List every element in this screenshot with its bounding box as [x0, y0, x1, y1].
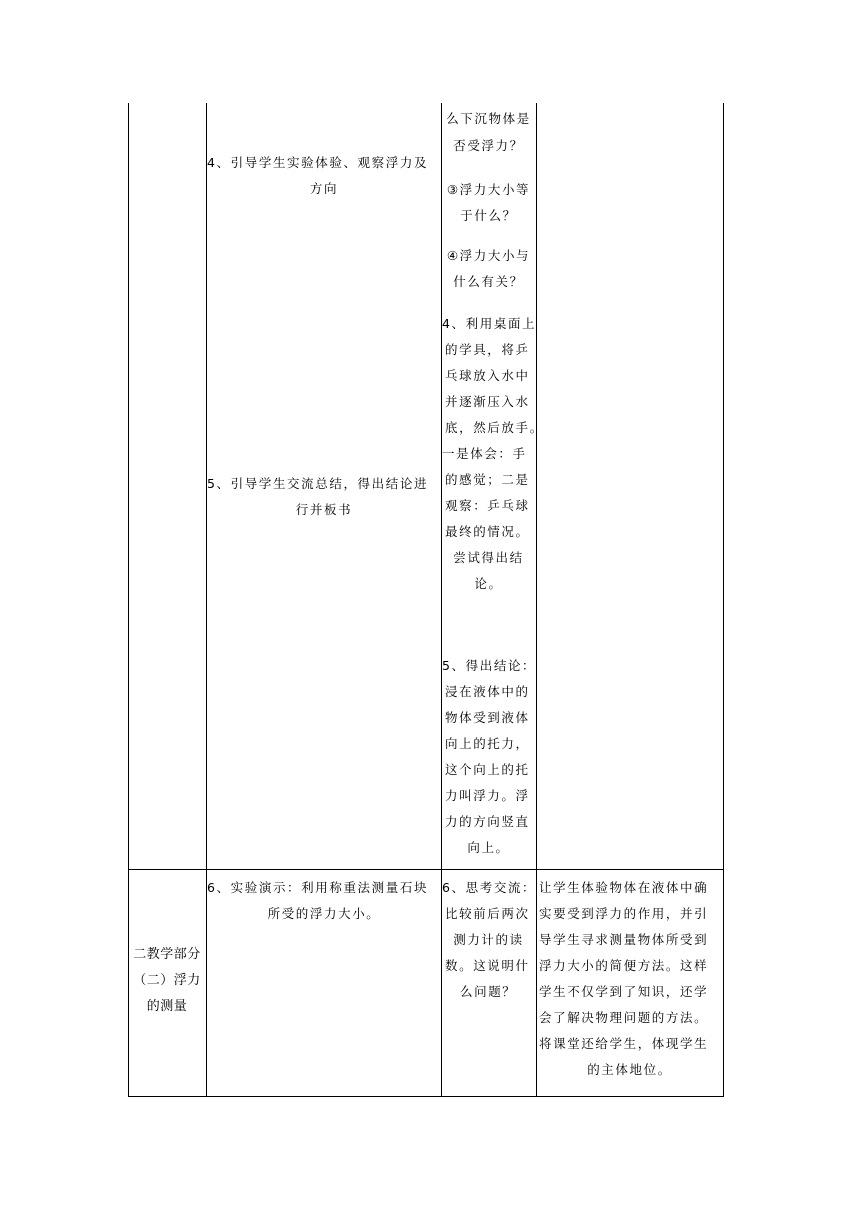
grid-line-bottom — [128, 1096, 724, 1097]
section-label: 的测量 — [146, 999, 188, 1014]
intent-line: 导学生寻求测量物体所受到 — [539, 932, 709, 947]
grid-line-row-divider — [128, 869, 724, 870]
teacher-activity-4-line2: 方向 — [309, 181, 339, 196]
intent-line: 的主体地位。 — [587, 1062, 672, 1077]
grid-line-col2 — [206, 103, 207, 1097]
student-line: 什么有关？ — [453, 274, 524, 289]
student-line: 么问题？ — [460, 984, 517, 999]
student-line: 观察：乒乓球 — [445, 498, 530, 513]
student-line: 这个向上的托 — [445, 762, 530, 777]
student-line: 物体受到液体 — [445, 710, 530, 725]
teacher-activity-5-line1: 5、引导学生交流总结，得出结论进 — [207, 476, 429, 491]
grid-line-right — [723, 103, 724, 1097]
student-line: 比较前后两次 — [445, 906, 530, 921]
student-line: 5、得出结论： — [442, 658, 537, 673]
grid-line-col4 — [536, 103, 537, 1097]
student-line: 力叫浮力。浮 — [445, 788, 530, 803]
student-line: ④浮力大小与 — [446, 248, 531, 263]
student-line: 最终的情况。 — [445, 524, 530, 539]
intent-line: 实要受到浮力的作用，并引 — [539, 906, 709, 921]
teacher-activity-4-line1: 4、引导学生实验体验、观察浮力及 — [207, 155, 429, 170]
student-line: 测力计的读 — [453, 932, 524, 947]
student-line: 4、利用桌面上 — [442, 316, 537, 331]
student-line: 尝试得出结 — [453, 550, 524, 565]
student-line: 6、思考交流： — [442, 880, 537, 895]
student-line: 的学具，将乒 — [445, 342, 530, 357]
student-line: 向上的托力， — [445, 736, 530, 751]
intent-line: 学生不仅学到了知识，还学 — [539, 984, 709, 999]
section-label: 二教学部分 — [133, 947, 201, 962]
student-line: 力的方向竖直 — [445, 814, 530, 829]
student-line: ③浮力大小等 — [446, 182, 531, 197]
student-line: 于什么？ — [460, 208, 517, 223]
student-line: 浸在液体中的 — [445, 684, 530, 699]
student-line: 数。这说明什 — [445, 958, 530, 973]
student-line: 乓球放入水中 — [445, 368, 530, 383]
student-line: 否受浮力？ — [453, 138, 524, 153]
teacher-activity-5-line2: 行并板书 — [295, 502, 353, 517]
student-line: 的感觉；二是 — [445, 472, 530, 487]
teacher-activity-6-line1: 6、实验演示：利用称重法测量石块 — [207, 880, 429, 895]
intent-line: 会了解决物理问题的方法。 — [539, 1010, 709, 1025]
intent-line: 让学生体验物体在液体中确 — [539, 880, 709, 895]
intent-line: 将课堂还给学生，体现学生 — [539, 1036, 709, 1051]
intent-line: 浮力大小的简便方法。这样 — [539, 958, 709, 973]
section-label: （二）浮力 — [133, 973, 201, 988]
student-line: 并逐渐压入水 — [445, 394, 530, 409]
student-line: 论。 — [474, 576, 503, 591]
student-line: 向上。 — [467, 840, 510, 855]
student-line: 底，然后放手。 — [445, 420, 544, 435]
student-line: 一是体会：手 — [442, 446, 527, 461]
teacher-activity-6-line2: 所受的浮力大小。 — [267, 906, 381, 921]
student-line: 么下沉物体是 — [446, 111, 531, 126]
